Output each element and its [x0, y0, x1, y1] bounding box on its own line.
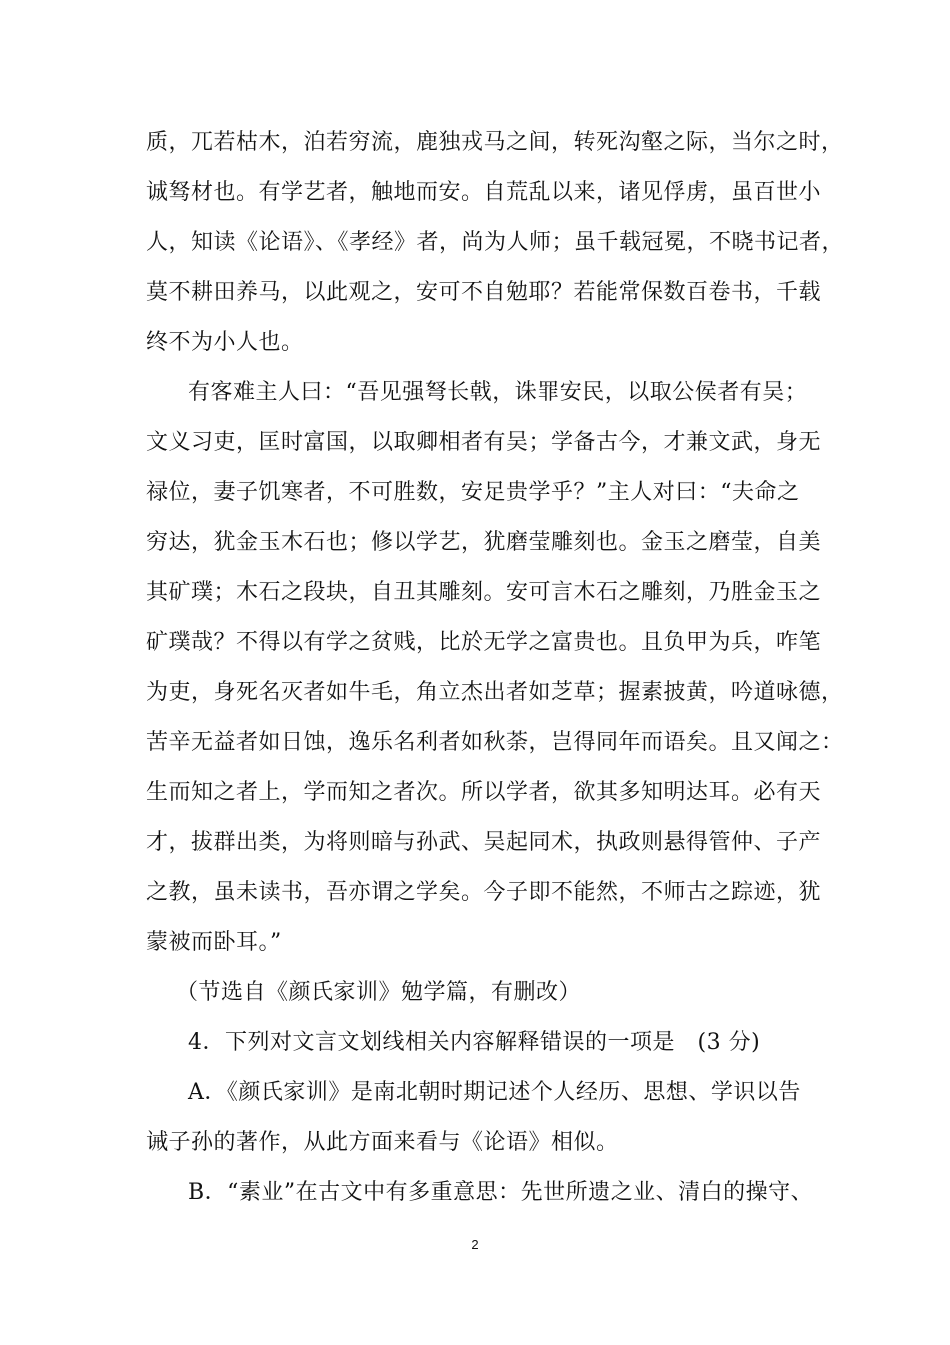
body-line: 有客难主人曰：“吾见强弩长戟，诛罪安民，以取公侯者有吴；: [188, 380, 808, 405]
body-line: 生而知之者上，学而知之者次。所以学者，欲其多知明达耳。必有天: [146, 780, 822, 805]
body-line: 蒙被而卧耳。”: [146, 930, 282, 955]
body-line: 莫不耕田养马，以此观之，安可不自勉耶？若能常保数百卷书，千载: [146, 280, 822, 305]
page-number: 2: [471, 1237, 479, 1252]
option-a-continued: 诫子孙的著作，从此方面来看与《论语》相似。: [146, 1130, 619, 1155]
body-line: 诚驽材也。有学艺者，触地而安。自荒乱以来，诸见俘虏，虽百世小: [146, 180, 822, 205]
body-line: 终不为小人也。: [146, 330, 304, 355]
body-line: 才，拔群出类，为将则暗与孙武、吴起同术，执政则悬得管仲、子产: [146, 830, 822, 855]
body-line: 穷达，犹金玉木石也；修以学艺，犹磨莹雕刻也。金玉之磨莹，自美: [146, 530, 822, 555]
source-citation: （节选自《颜氏家训》勉学篇，有删改）: [176, 980, 582, 1005]
body-line: 质，兀若枯木，泊若穷流，鹿独戎马之间，转死沟壑之际，当尔之时，: [146, 130, 844, 155]
option-b: B．“素业”在古文中有多重意思：先世所遗之业、清白的操守、: [188, 1180, 814, 1205]
body-line: 为吏，身死名灭者如牛毛，角立杰出者如芝草；握素披黄，吟道咏德，: [146, 680, 844, 705]
body-line: 禄位，妻子饥寒者，不可胜数，安足贵学乎？”主人对曰：“夫命之: [146, 480, 800, 505]
option-a: A．《颜氏家训》是南北朝时期记述个人经历、思想、学识以告: [188, 1080, 801, 1105]
body-line: 苦辛无益者如日蚀，逸乐名利者如秋荼，岂得同年而语矣。且又闻之：: [146, 730, 844, 755]
body-line: 其矿璞；木石之段块，自丑其雕刻。安可言木石之雕刻，乃胜金玉之: [146, 580, 822, 605]
question-stem: 4．下列对文言文划线相关内容解释错误的一项是 (3 分): [188, 1030, 761, 1055]
body-line: 人，知读《论语》、《孝经》者，尚为人师；虽千载冠冕，不晓书记者，: [146, 230, 845, 255]
body-line: 之教，虽未读书，吾亦谓之学矣。今子即不能然，不师古之踪迹，犹: [146, 880, 822, 905]
body-line: 文义习吏，匡时富国，以取卿相者有吴；学备古今，才兼文武，身无: [146, 430, 822, 455]
body-line: 矿璞哉？不得以有学之贫贱，比於无学之富贵也。且负甲为兵，咋笔: [146, 630, 822, 655]
